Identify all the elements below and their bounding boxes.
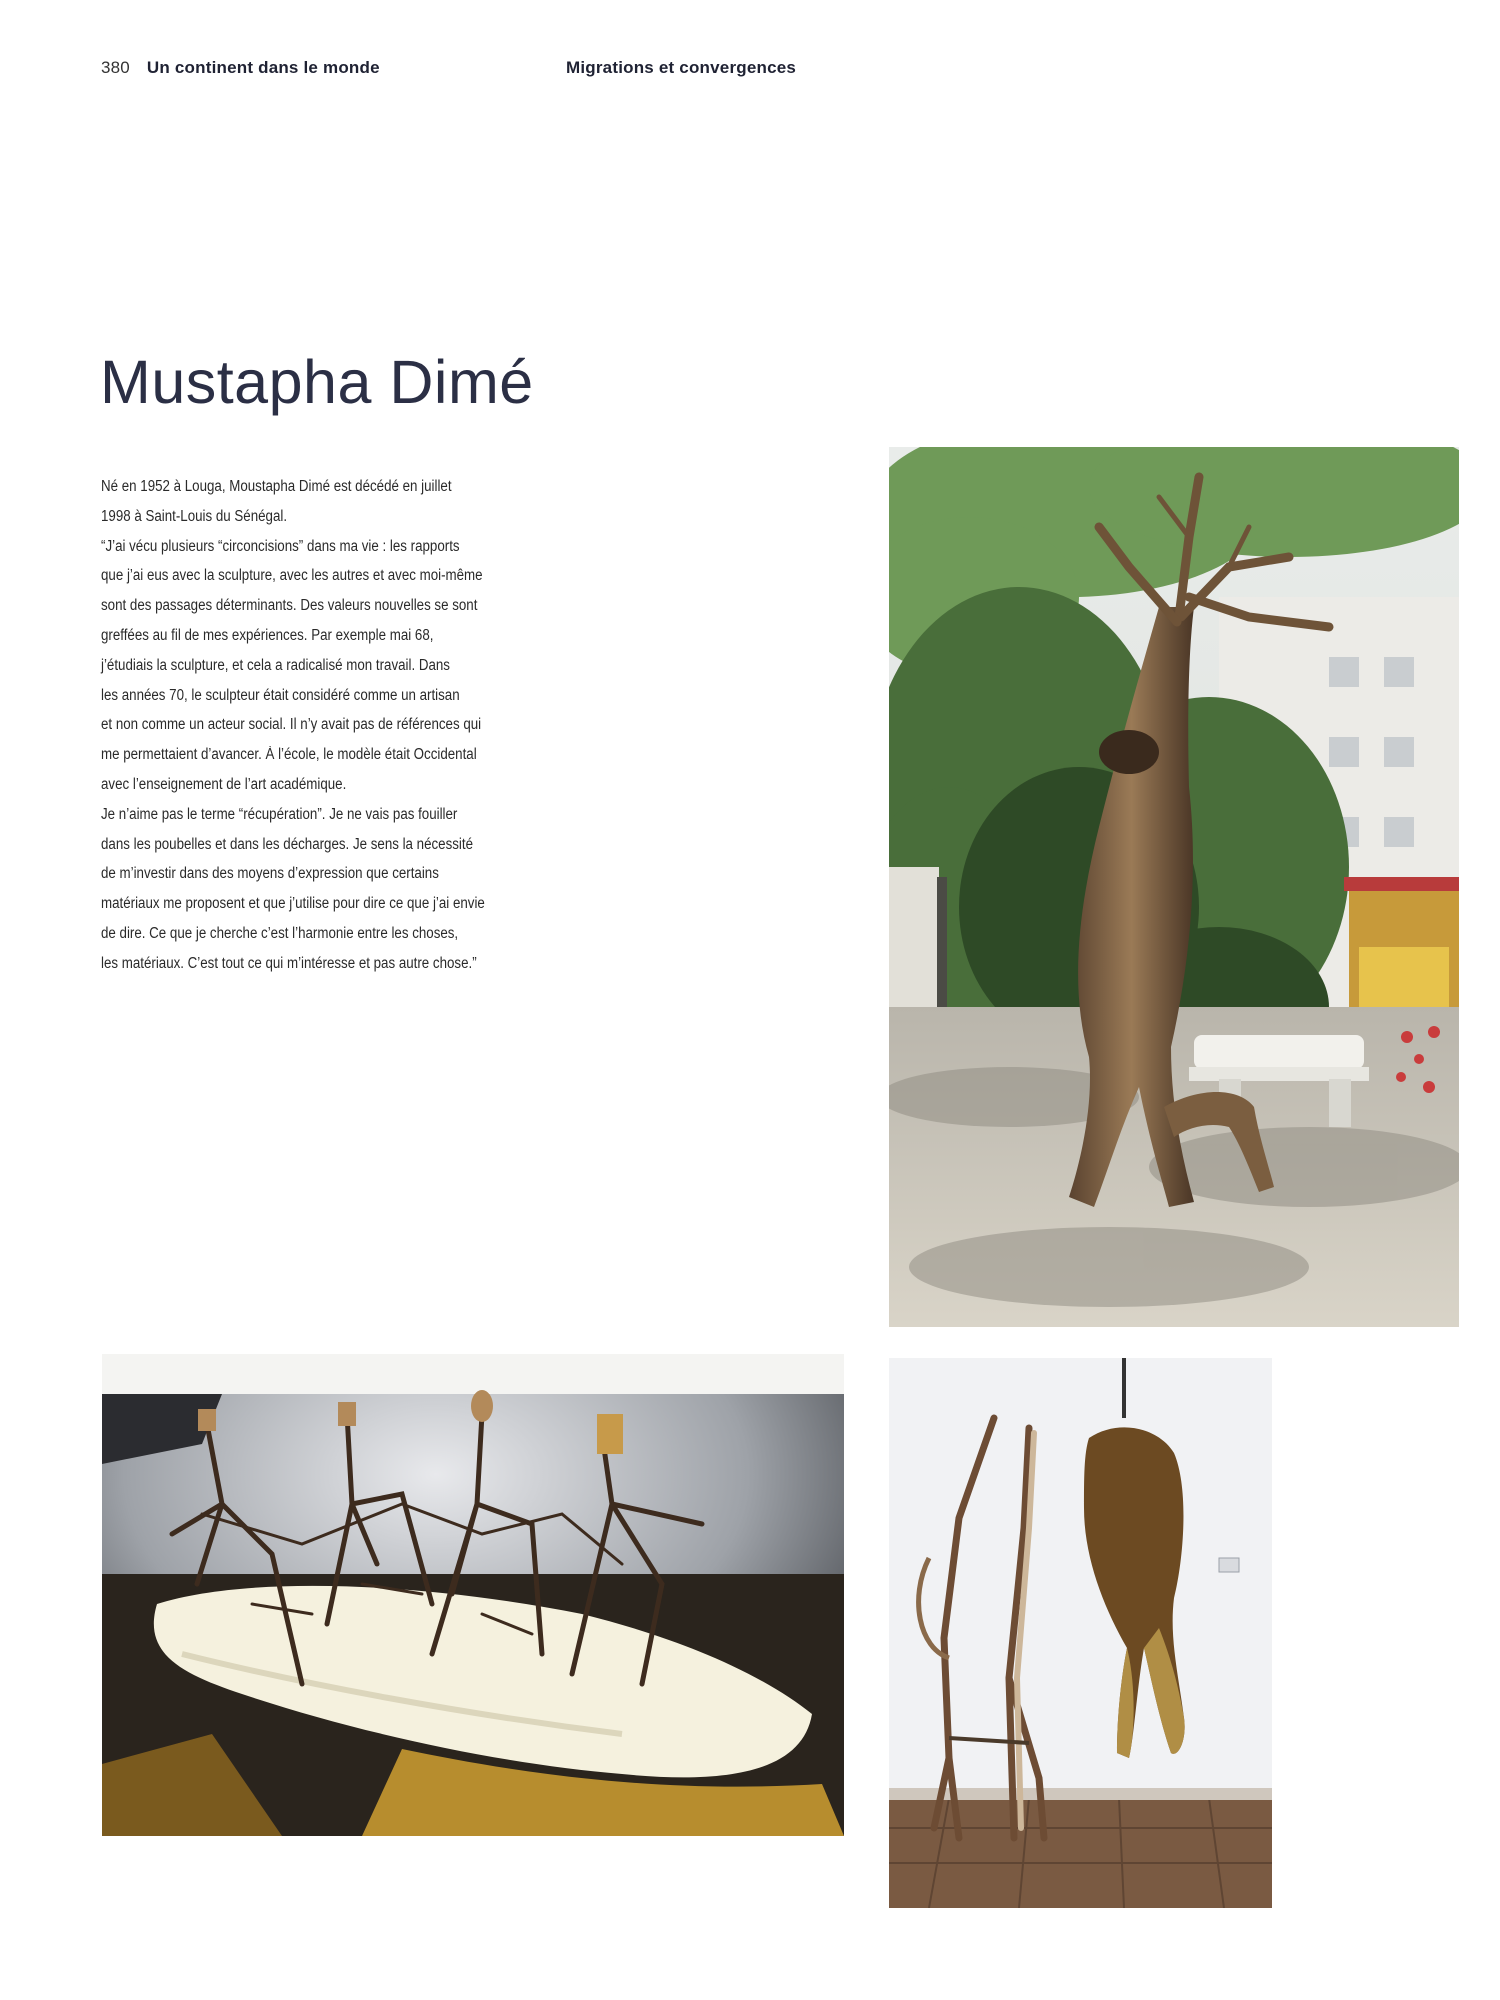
article-body-line: que j’ai eus avec la sculpture, avec les autres et avec moi-même bbox=[101, 567, 483, 585]
chapter-title: Migrations et convergences bbox=[566, 58, 797, 77]
article-body-line: Né en 1952 à Louga, Moustapha Dimé est décédé en juillet bbox=[101, 478, 452, 495]
photo-tree-sculpture bbox=[889, 447, 1459, 1327]
article-body bbox=[101, 472, 521, 979]
article-body-line: “J’ai vécu plusieurs “circoncisions” dans ma vie : les rapports bbox=[101, 537, 460, 555]
page-number: 380 bbox=[101, 58, 130, 77]
article-body-line: avec l’enseignement de l’art académique. bbox=[101, 775, 347, 793]
article-body-line: de dire. Ce que je cherche c’est l’harmonie entre les choses, bbox=[101, 924, 459, 942]
article-body-line: sont des passages déterminants. Des valeurs nouvelles se sont bbox=[101, 597, 478, 615]
article-body-line: les années 70, le sculpteur était considéré comme un artisan bbox=[101, 686, 460, 704]
article-body-line: de m’investir dans des moyens d’expression que certains bbox=[101, 865, 439, 883]
article-body-line: dans les poubelles et dans les décharges. Je sens la nécessité bbox=[101, 835, 473, 853]
article-body-line: et non comme un acteur social. Il n’y avait pas de références qui bbox=[101, 716, 482, 734]
article-body-line: les matériaux. C’est tout ce qui m’intéresse et pas autre chose.” bbox=[101, 954, 477, 972]
article-body-line: 1998 à Saint-Louis du Sénégal. bbox=[101, 507, 288, 525]
running-head-left bbox=[101, 58, 380, 78]
article-body-line: me permettaient d’avancer. À l’école, le modèle était Occidental bbox=[101, 746, 477, 764]
photo-figures-sculpture bbox=[102, 1354, 844, 1836]
section-title: Un continent dans le monde bbox=[146, 58, 380, 77]
article-body-line: Je n’aime pas le terme “récupération”. Je ne vais pas fouiller bbox=[101, 805, 458, 823]
article-title: Mustapha Dimé bbox=[100, 348, 534, 416]
photo-hanging-sculpture bbox=[889, 1358, 1272, 1908]
article-body-line: greffées au fil de mes expériences. Par exemple mai 68, bbox=[101, 626, 434, 644]
article-body-line: j’étudiais la sculpture, et cela a radicalisé mon travail. Dans bbox=[101, 656, 450, 674]
article-body-line: matériaux me proposent et que j’utilise pour dire ce que j’ai envie bbox=[101, 895, 485, 913]
